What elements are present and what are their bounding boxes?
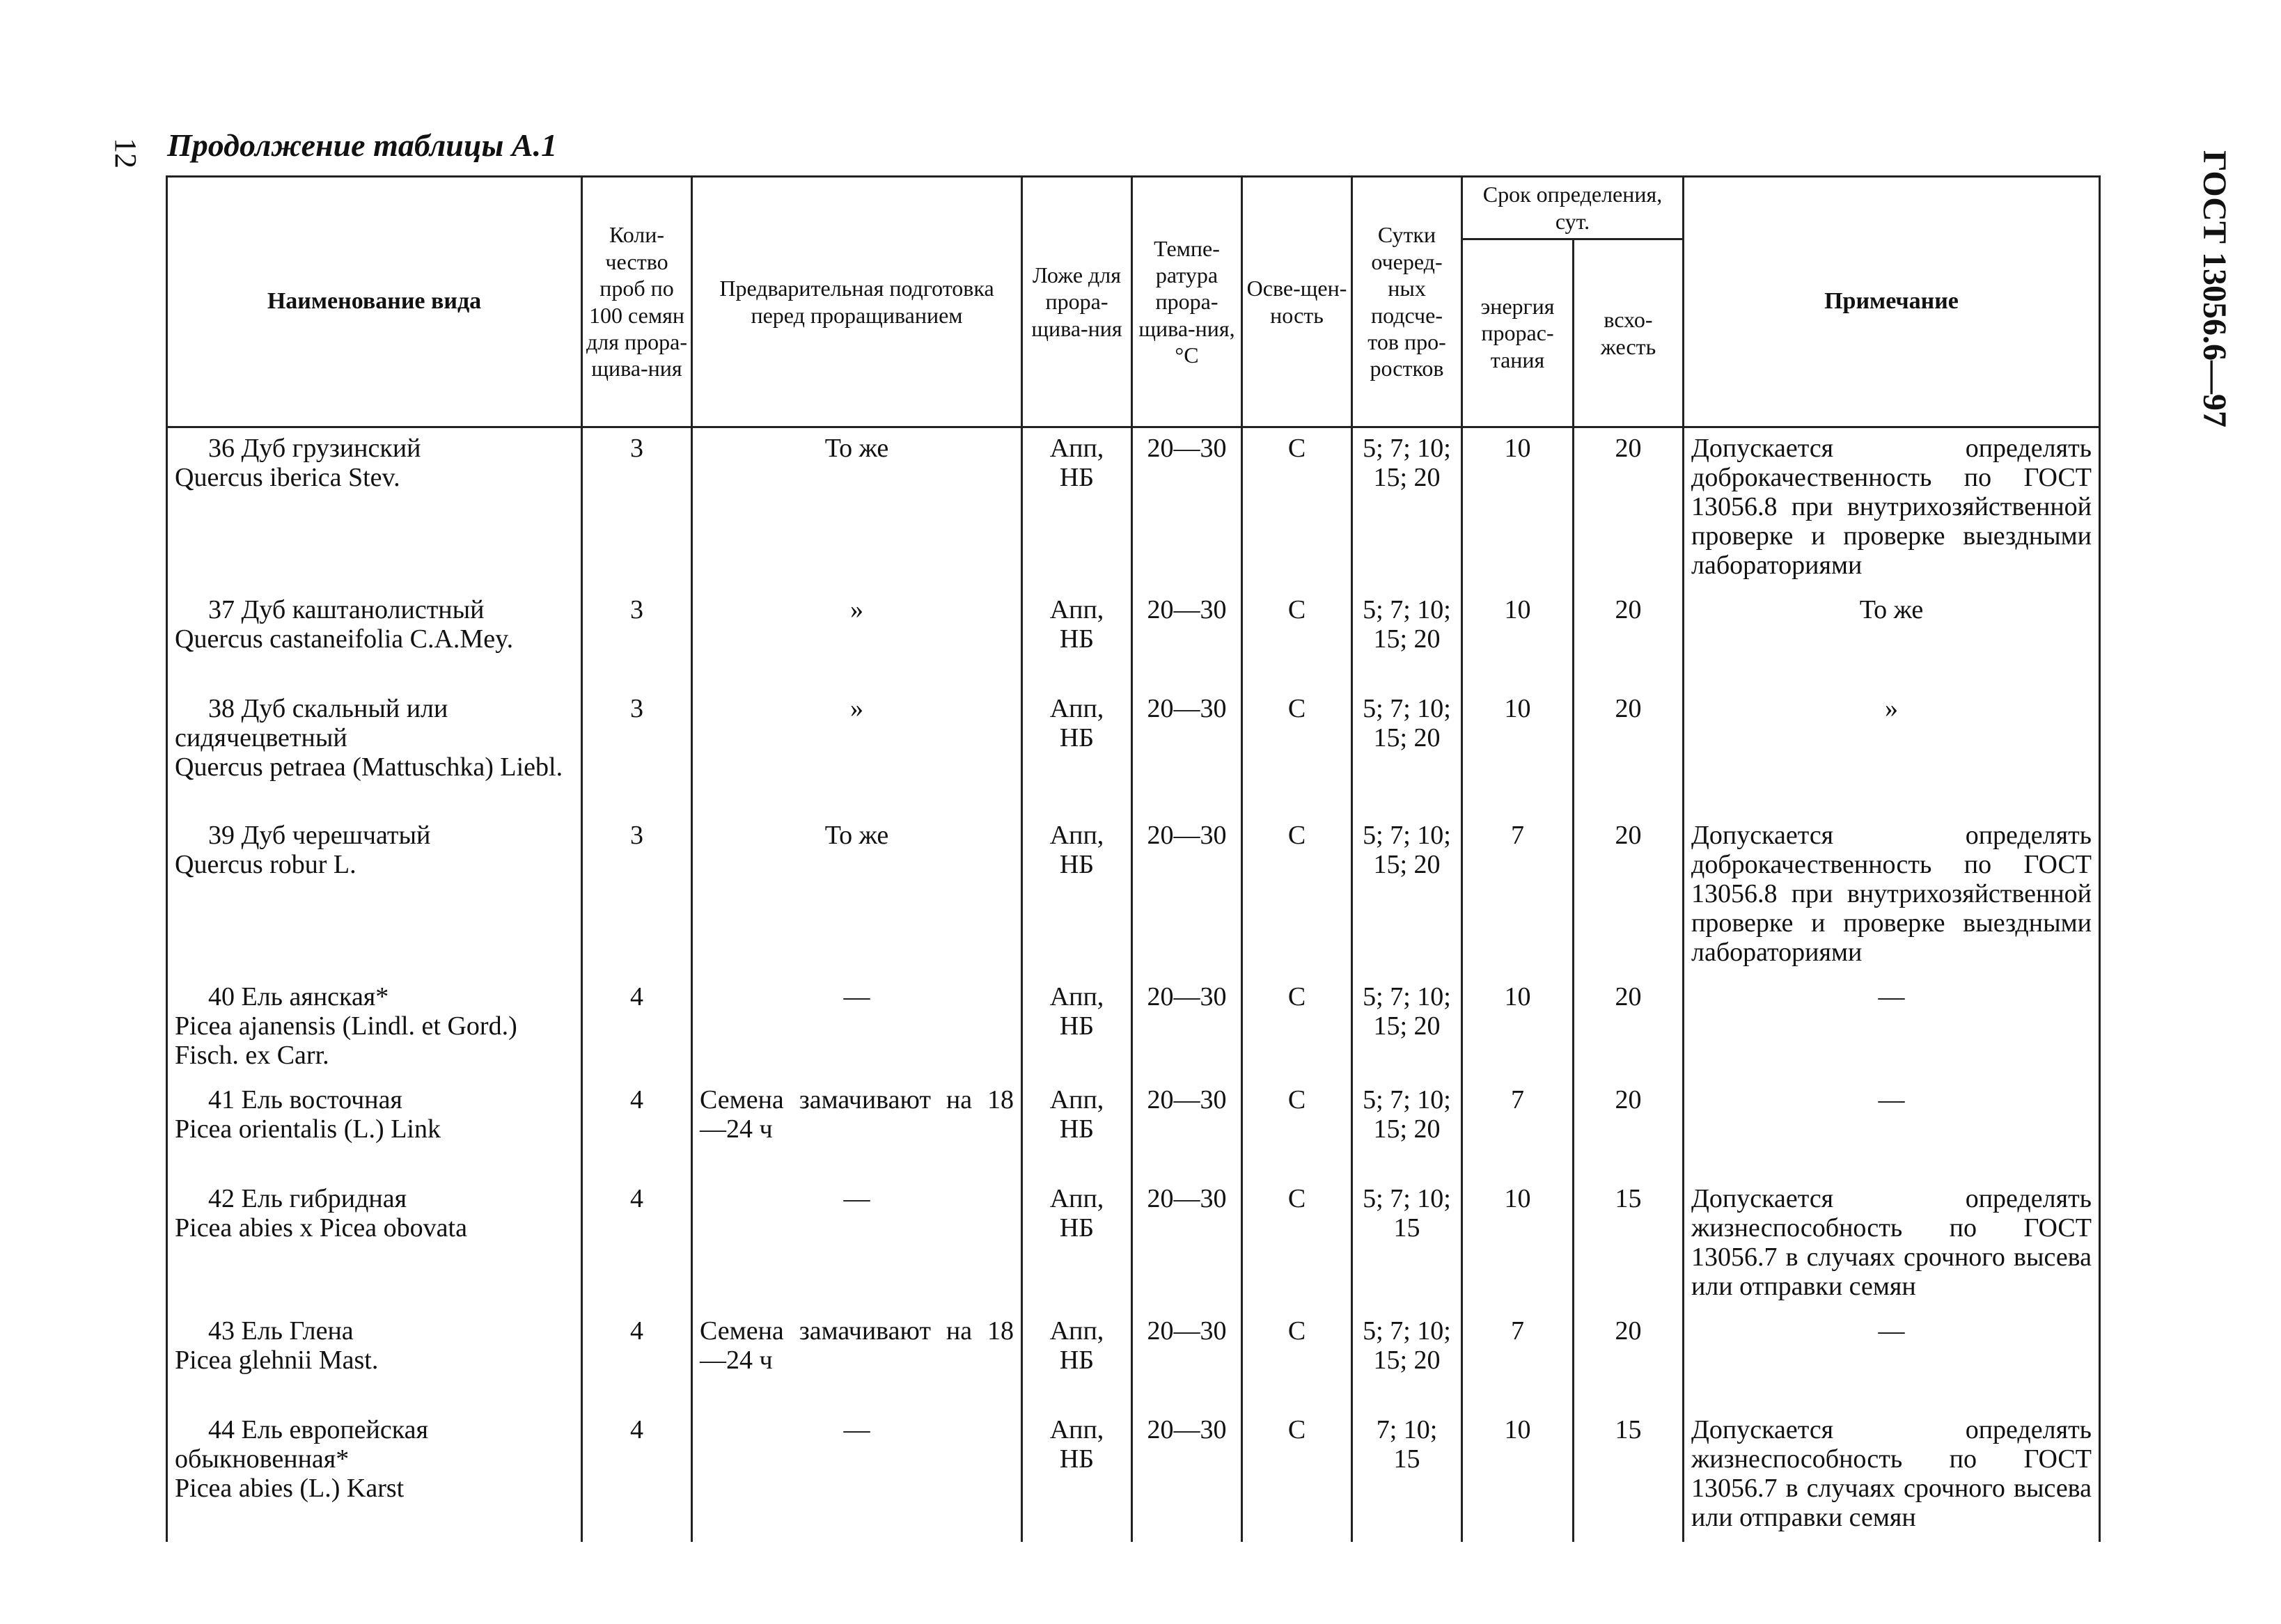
table-row [167,977,2100,1080]
light-cell: С [1242,1080,1352,1178]
prep-cell: — [692,977,1022,1080]
species-cell [167,1311,582,1410]
note-cell: Допускается определять жизнеспособность по ГОСТ 13056.7 в случаях срочного высева или отправки семян [1684,1178,2100,1311]
light-cell: С [1242,1410,1352,1542]
species-latin: Quercus robur L. [175,850,356,879]
temp-cell: 20—30 [1132,590,1242,688]
species-name: 36 Дуб грузинский [208,434,421,463]
light-cell: С [1242,1311,1352,1410]
light-cell: С [1242,427,1352,590]
note-cell: » [1684,688,2100,815]
species-name: 37 Дуб каштанолистный [208,595,485,624]
table-row [167,1311,2100,1410]
days-cell: 5; 7; 10; 15 [1352,1178,1462,1311]
germ-cell: 15 [1574,1410,1684,1542]
page-number: 12 [109,138,143,168]
light-cell: С [1242,688,1352,815]
temp-cell: 20—30 [1132,688,1242,815]
prep-cell: Семена замачивают на 18—24 ч [692,1311,1022,1410]
header-days: Сутки очеред-ных подсче-тов про-ростков [1352,177,1462,427]
samples-cell: 3 [582,590,692,688]
header-temp: Темпе-ратура прора-щива-ния, °С [1132,177,1242,427]
samples-cell: 3 [582,427,692,590]
energy-cell: 7 [1462,1311,1574,1410]
note-cell: — [1684,1311,2100,1410]
energy-cell: 10 [1462,688,1574,815]
species-cell [167,1178,582,1311]
species-cell [167,977,582,1080]
samples-cell: 4 [582,977,692,1080]
energy-cell: 10 [1462,977,1574,1080]
bed-cell: Апп, НБ [1022,815,1132,977]
species-latin: Picea ajanensis (Lindl. et Gord.) Fisch. ex Carr. [175,1011,517,1070]
species-name: 41 Ель восточная [208,1085,402,1114]
days-cell: 7; 10; 15 [1352,1410,1462,1542]
bed-cell: Апп, НБ [1022,1080,1132,1178]
species-latin: Picea abies x Picea obovata [175,1213,467,1243]
header-term-group: Срок определения, сут. [1462,177,1684,239]
days-cell: 5; 7; 10; 15; 20 [1352,1311,1462,1410]
table-row [167,1080,2100,1178]
species-latin: Picea orientalis (L.) Link [175,1114,441,1144]
temp-cell: 20—30 [1132,1410,1242,1542]
bed-cell: Апп, НБ [1022,977,1132,1080]
temp-cell: 20—30 [1132,1311,1242,1410]
days-cell: 5; 7; 10; 15; 20 [1352,427,1462,590]
bed-cell: Апп, НБ [1022,688,1132,815]
days-cell: 5; 7; 10; 15; 20 [1352,1080,1462,1178]
germ-cell: 20 [1574,977,1684,1080]
temp-cell: 20—30 [1132,1178,1242,1311]
samples-cell: 4 [582,1080,692,1178]
header-energy: энергия прорас-тания [1462,239,1574,427]
species-latin: Quercus iberica Stev. [175,463,400,492]
prep-cell: — [692,1410,1022,1542]
prep-cell: Семена замачивают на 18—24 ч [692,1080,1022,1178]
light-cell: С [1242,1178,1352,1311]
energy-cell: 10 [1462,427,1574,590]
species-latin: Picea glehnii Mast. [175,1346,379,1375]
samples-cell: 4 [582,1410,692,1542]
species-cell [167,590,582,688]
species-cell [167,427,582,590]
days-cell: 5; 7; 10; 15; 20 [1352,977,1462,1080]
prep-cell: То же [692,815,1022,977]
table-row [167,688,2100,815]
note-cell: — [1684,977,2100,1080]
energy-cell: 7 [1462,1080,1574,1178]
energy-cell: 10 [1462,1178,1574,1311]
germ-cell: 20 [1574,1311,1684,1410]
table-row [167,1178,2100,1311]
bed-cell: Апп, НБ [1022,1410,1132,1542]
table-row [167,590,2100,688]
species-cell [167,1080,582,1178]
species-latin: Quercus castaneifolia C.A.Mey. [175,624,514,654]
seed-germination-table [166,175,2101,1542]
germ-cell: 20 [1574,1080,1684,1178]
energy-cell: 10 [1462,590,1574,688]
species-name: 39 Дуб черешчатый [208,821,431,850]
table-row [167,815,2100,977]
bed-cell: Апп, НБ [1022,1311,1132,1410]
note-cell: Допускается определять доброкачественность по ГОСТ 13056.8 при внутрихозяйственной проверке и проверке выездными лабораториями [1684,427,2100,590]
document-code: ГОСТ 13056.6—97 [2196,150,2233,427]
species-latin: Picea abies (L.) Karst [175,1474,405,1503]
header-samples: Коли-чество проб по 100 семян для прора-щива-ния [582,177,692,427]
days-cell: 5; 7; 10; 15; 20 [1352,590,1462,688]
table-row [167,427,2100,590]
germ-cell: 15 [1574,1178,1684,1311]
header-prep: Предварительная подготовка перед проращиванием [692,177,1022,427]
energy-cell: 10 [1462,1410,1574,1542]
samples-cell: 3 [582,688,692,815]
temp-cell: 20—30 [1132,977,1242,1080]
header-light: Осве-щен-ность [1242,177,1352,427]
prep-cell: — [692,1178,1022,1311]
table-row [167,1410,2100,1542]
days-cell: 5; 7; 10; 15; 20 [1352,815,1462,977]
header-note: Примечание [1684,177,2100,427]
light-cell: С [1242,977,1352,1080]
samples-cell: 4 [582,1178,692,1311]
germ-cell: 20 [1574,590,1684,688]
header-germ: всхо-жесть [1574,239,1684,427]
species-name: 44 Ель европейская обыкновенная* [175,1415,428,1474]
header-bed: Ложе для прора-щива-ния [1022,177,1132,427]
germ-cell: 20 [1574,688,1684,815]
species-latin: Quercus petraea (Mattuschka) Liebl. [175,752,563,782]
bed-cell: Апп, НБ [1022,590,1132,688]
prep-cell: » [692,688,1022,815]
table-header [167,177,2100,427]
light-cell: С [1242,590,1352,688]
bed-cell: Апп, НБ [1022,427,1132,590]
samples-cell: 4 [582,1311,692,1410]
germ-cell: 20 [1574,427,1684,590]
header-name: Наименование вида [167,177,582,427]
note-cell: Допускается определять доброкачественность по ГОСТ 13056.8 при внутрихозяйственной проверке и проверке выездными лабораториями [1684,815,2100,977]
species-name: 38 Дуб скальный или сидячецветный [175,694,448,752]
table-caption: Продолжение таблицы А.1 [167,127,558,163]
temp-cell: 20—30 [1132,1080,1242,1178]
prep-cell: То же [692,427,1022,590]
species-name: 42 Ель гибридная [208,1184,407,1213]
species-name: 40 Ель аянская* [208,982,389,1011]
species-cell [167,688,582,815]
germ-cell: 20 [1574,815,1684,977]
note-cell: То же [1684,590,2100,688]
bed-cell: Апп, НБ [1022,1178,1132,1311]
temp-cell: 20—30 [1132,815,1242,977]
days-cell: 5; 7; 10; 15; 20 [1352,688,1462,815]
species-name: 43 Ель Глена [208,1316,354,1346]
energy-cell: 7 [1462,815,1574,977]
samples-cell: 3 [582,815,692,977]
temp-cell: 20—30 [1132,427,1242,590]
prep-cell: » [692,590,1022,688]
species-cell [167,1410,582,1542]
light-cell: С [1242,815,1352,977]
species-cell [167,815,582,977]
note-cell: — [1684,1080,2100,1178]
note-cell: Допускается определять жизнеспособность по ГОСТ 13056.7 в случаях срочного высева или отправки семян [1684,1410,2100,1542]
